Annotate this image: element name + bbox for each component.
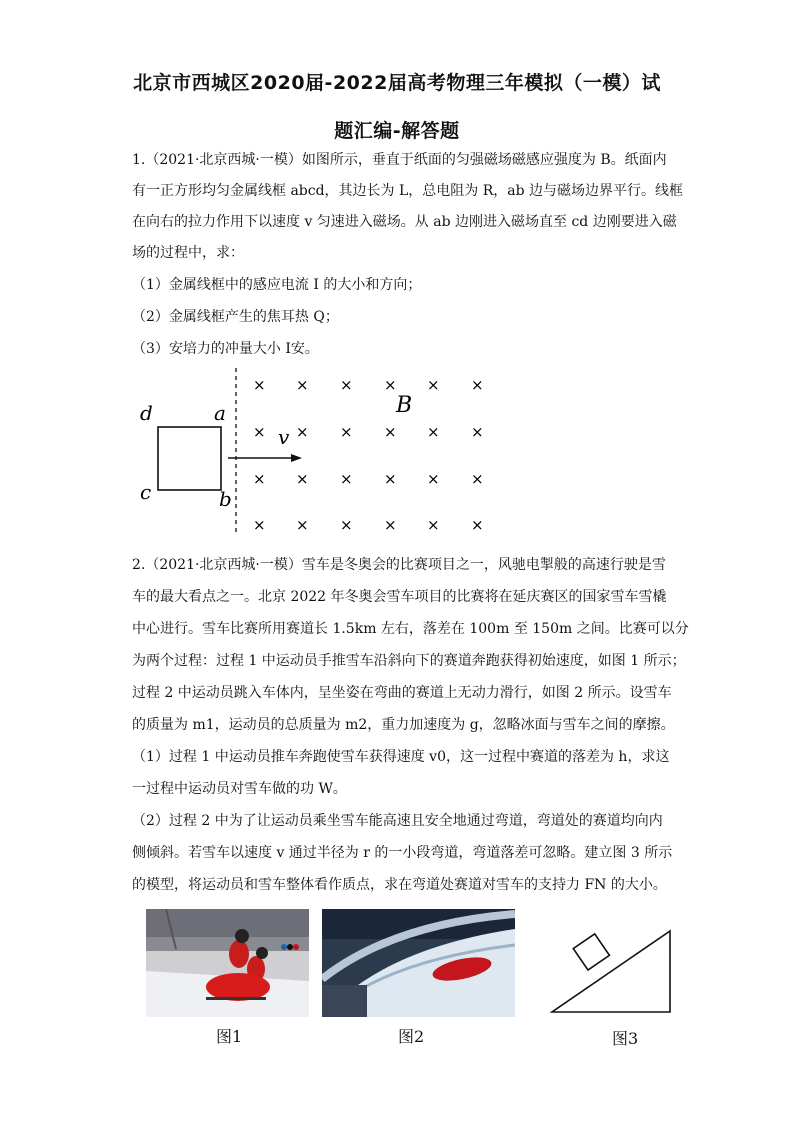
field-cross-mark: × <box>340 516 353 534</box>
magnetic-field-diagram <box>130 366 510 538</box>
q2-line: 过程 2 中运动员跳入车体内，呈坐姿在弯曲的赛道上无动力滑行，如图 2 所示。设雪车 <box>132 685 672 701</box>
field-cross-mark: × <box>296 423 309 441</box>
bobsled-push-photo <box>146 909 309 1017</box>
q2-subquestion: （1）过程 1 中运动员推车奔跑使雪车获得速度 v0，这一过程中赛道的落差为 h，求这 <box>132 749 670 765</box>
field-cross-mark: × <box>427 376 440 394</box>
q1-line: 有一正方形均匀金属线框 abcd，其边长为 L，总电阻为 R，ab 边与磁场边界平行。线框 <box>132 183 684 199</box>
q2-line: 2.（2021·北京西城·一模）雪车是冬奥会的比赛项目之一，风驰电掣般的高速行驶是雪 <box>132 557 666 573</box>
field-cross-mark: × <box>253 516 266 534</box>
incline-triangle <box>552 931 670 1012</box>
field-cross-mark: × <box>296 470 309 488</box>
bobsled-track-photo <box>322 909 515 1017</box>
sled-block <box>573 934 609 970</box>
q1-subquestion: （2）金属线框产生的焦耳热 Q； <box>132 309 339 325</box>
field-cross-mark: × <box>340 423 353 441</box>
magnetic-field-crosses <box>253 376 484 534</box>
page-title-line1: 北京市西城区2020届-2022届高考物理三年模拟（一模）试 <box>133 72 661 94</box>
field-cross-mark: × <box>253 376 266 394</box>
figure-3-caption: 图3 <box>612 1029 639 1048</box>
field-cross-mark: × <box>253 470 266 488</box>
label-d: d <box>140 401 153 425</box>
q2-line: 车的最大看点之一。北京 2022 年冬奥会雪车项目的比赛将在延庆赛区的国家雪车雪橇 <box>132 589 667 605</box>
field-cross-mark: × <box>427 516 440 534</box>
incline-model-diagram <box>548 926 674 1016</box>
field-cross-mark: × <box>384 423 397 441</box>
field-cross-mark: × <box>471 470 484 488</box>
q2-line: 的模型，将运动员和雪车整体看作质点，求在弯道处赛道对雪车的支持力 FN 的大小。 <box>132 877 667 893</box>
field-cross-mark: × <box>471 516 484 534</box>
field-cross-mark: × <box>427 470 440 488</box>
field-cross-mark: × <box>471 376 484 394</box>
figure-1-caption: 图1 <box>216 1027 243 1046</box>
field-cross-mark: × <box>296 516 309 534</box>
label-v: v <box>278 425 290 449</box>
field-cross-mark: × <box>384 516 397 534</box>
field-cross-mark: × <box>340 376 353 394</box>
label-c: c <box>140 480 152 504</box>
label-a: a <box>214 401 226 425</box>
q1-line: 在向右的拉力作用下以速度 v 匀速进入磁场。从 ab 边刚进入磁场直至 cd 边刚要进入磁 <box>132 214 677 230</box>
field-cross-mark: × <box>253 423 266 441</box>
q1-subquestion: （3）安培力的冲量大小 I安。 <box>132 341 319 357</box>
field-cross-mark: × <box>296 376 309 394</box>
label-B: B <box>396 393 413 418</box>
page-title-line2: 题汇编-解答题 <box>334 120 460 142</box>
field-cross-mark: × <box>340 470 353 488</box>
square-wire-frame <box>158 427 221 490</box>
q2-line: 的质量为 m1，运动员的总质量为 m2，重力加速度为 g，忽略冰面与雪车之间的摩擦。 <box>132 717 675 733</box>
q2-subquestion: （2）过程 2 中为了让运动员乘坐雪车能高速且安全地通过弯道，弯道处的赛道均向内 <box>132 813 663 829</box>
q1-line: 场的过程中，求： <box>132 245 244 261</box>
field-cross-mark: × <box>427 423 440 441</box>
q2-line: 中心进行。雪车比赛所用赛道长 1.5km 左右，落差在 100m 至 150m 之间。比赛可以分 <box>132 621 689 637</box>
velocity-arrowhead <box>291 454 302 462</box>
q2-line: 一过程中运动员对雪车做的功 W。 <box>132 781 347 797</box>
q1-line: 1.（2021·北京西城·一模）如图所示，垂直于纸面的匀强磁场磁感应强度为 B。纸面内 <box>132 152 667 168</box>
field-cross-mark: × <box>471 423 484 441</box>
label-b: b <box>219 487 232 511</box>
field-cross-mark: × <box>384 376 397 394</box>
q2-line: 侧倾斜。若雪车以速度 v 通过半径为 r 的一小段弯道，弯道落差可忽略。建立图 3 所示 <box>132 845 673 861</box>
q1-subquestion: （1）金属线框中的感应电流 I 的大小和方向； <box>132 277 422 293</box>
field-cross-mark: × <box>384 470 397 488</box>
figure-2-caption: 图2 <box>398 1027 425 1046</box>
q2-line: 为两个过程：过程 1 中运动员手推雪车沿斜向下的赛道奔跑获得初始速度，如图 1 所示； <box>132 653 686 669</box>
